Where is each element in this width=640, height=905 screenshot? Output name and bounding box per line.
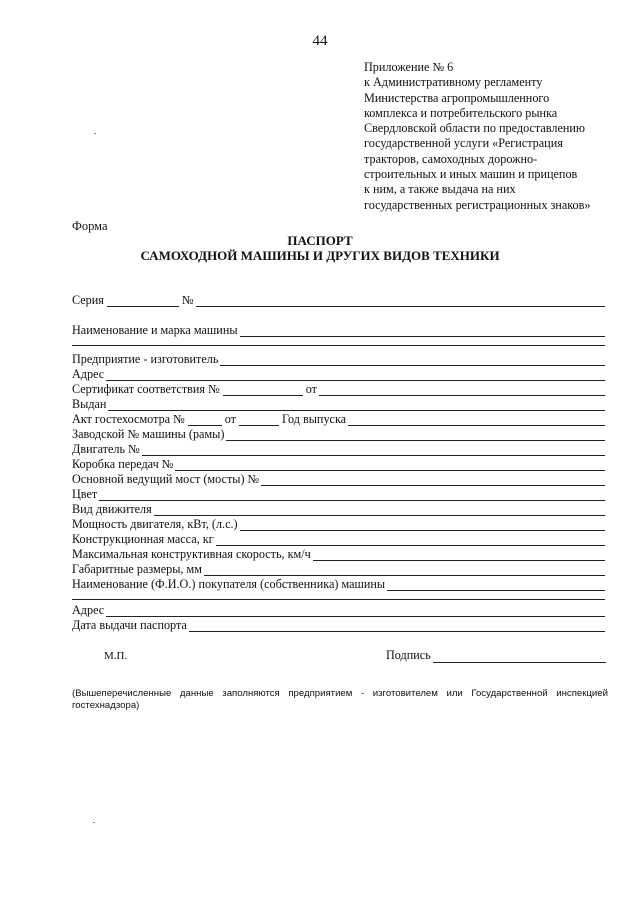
issued-label: Выдан: [72, 397, 107, 411]
address2-field[interactable]: [106, 605, 605, 617]
inspection-act-label: Акт гостехосмотра №: [72, 412, 185, 426]
inspection-act-number-field[interactable]: [188, 414, 222, 426]
issue-date-row: [72, 617, 605, 632]
year-field[interactable]: [348, 414, 605, 426]
gearbox-field[interactable]: [175, 459, 605, 471]
appendix-line: строительных и иных машин и прицепов: [364, 167, 578, 182]
name-brand-row: [72, 322, 605, 337]
series-label: Серия: [72, 293, 104, 307]
series-field[interactable]: [107, 295, 179, 307]
buyer-label: Наименование (Ф.И.О.) покупателя (собственника) машины: [72, 577, 386, 591]
appendix-line: Приложение № 6: [364, 60, 454, 74]
gearbox-row: [72, 456, 605, 471]
appendix-header: [364, 60, 626, 213]
power-label: Мощность двигателя, кВт, (л.с.): [72, 517, 238, 531]
signature-label: Подпись: [386, 648, 431, 662]
speed-field[interactable]: [313, 549, 605, 561]
name-brand-field[interactable]: [240, 325, 605, 337]
appendix-line: Министерства агропромышленного: [364, 90, 550, 105]
color-label: Цвет: [72, 487, 98, 501]
scan-speck: [93, 822, 95, 823]
speed-label: Максимальная конструктивная скорость, км/ч: [72, 547, 311, 561]
signature-row: [386, 648, 606, 663]
page-number: 44: [312, 33, 328, 49]
manufacturer-label: Предприятие - изготовитель: [72, 352, 219, 366]
appendix-line: государственной услуги «Регистрация: [364, 136, 563, 151]
address-field[interactable]: [106, 369, 605, 381]
appendix-line: Свердловской области по предоставлению: [364, 121, 586, 136]
manufacturer-field[interactable]: [220, 354, 605, 366]
mover-label: Вид движителя: [72, 502, 152, 516]
issued-field[interactable]: [108, 399, 605, 411]
scan-speck: [94, 133, 96, 134]
address-label: Адрес: [72, 367, 105, 381]
name-brand-field-line2[interactable]: [72, 345, 605, 346]
address2-row: [72, 602, 605, 617]
address2-label: Адрес: [72, 603, 105, 617]
buyer-row: [72, 576, 605, 591]
year-label: Год выпуска: [282, 412, 347, 426]
mover-row: [72, 501, 605, 516]
dimensions-field[interactable]: [204, 564, 605, 576]
stamp-placeholder: М.П.: [104, 650, 128, 662]
factory-number-row: [72, 426, 605, 441]
speed-row: [72, 546, 605, 561]
mass-label: Конструкционная масса, кг: [72, 532, 214, 546]
power-field[interactable]: [240, 519, 605, 531]
address-row: [72, 366, 605, 381]
mover-field[interactable]: [154, 504, 605, 516]
issue-date-label: Дата выдачи паспорта: [72, 618, 187, 632]
manufacturer-row: [72, 351, 605, 366]
axle-field[interactable]: [261, 474, 605, 486]
inspection-act-date-field[interactable]: [239, 414, 279, 426]
appendix-line: тракторов, самоходных дорожно-: [364, 151, 538, 166]
appendix-line: комплекса и потребительского рынка: [364, 105, 558, 120]
inspection-act-from-label: от: [224, 412, 237, 426]
issued-row: [72, 396, 605, 411]
certificate-number-field[interactable]: [223, 384, 303, 396]
engine-label: Двигатель №: [72, 442, 140, 456]
factory-number-field[interactable]: [226, 429, 605, 441]
appendix-line: к Административному регламенту: [364, 75, 543, 90]
dimensions-row: [72, 561, 605, 576]
certificate-row: [72, 381, 605, 396]
power-row: [72, 516, 605, 531]
buyer-field-line2[interactable]: [72, 599, 605, 600]
color-row: [72, 486, 605, 501]
axle-row: [72, 471, 605, 486]
document-title: ПАСПОРТ: [287, 233, 353, 248]
certificate-label: Сертификат соответствия №: [72, 382, 220, 396]
inspection-act-row: [72, 411, 605, 426]
gearbox-label: Коробка передач №: [72, 457, 174, 471]
certificate-date-field[interactable]: [319, 384, 605, 396]
document-subtitle: САМОХОДНОЙ МАШИНЫ И ДРУГИХ ВИДОВ ТЕХНИКИ: [140, 248, 500, 263]
signature-field[interactable]: [433, 651, 606, 663]
mass-field[interactable]: [216, 534, 605, 546]
buyer-field[interactable]: [387, 579, 605, 591]
certificate-from-label: от: [305, 382, 317, 396]
number-label: №: [181, 293, 194, 307]
number-field[interactable]: [196, 295, 605, 307]
footnote: (Вышеперечисленные данные заполняются предприятием - изготовителем или Государственной инспекцией гостехнадзора): [72, 688, 608, 711]
form-label: Форма: [72, 219, 108, 233]
engine-row: [72, 441, 605, 456]
engine-field[interactable]: [142, 444, 605, 456]
mass-row: [72, 531, 605, 546]
factory-number-label: Заводской № машины (рамы): [72, 427, 225, 441]
series-row: [72, 292, 605, 307]
name-brand-label: Наименование и марка машины: [72, 323, 238, 337]
issue-date-field[interactable]: [189, 620, 605, 632]
color-field[interactable]: [99, 489, 605, 501]
dimensions-label: Габаритные размеры, мм: [72, 562, 202, 576]
appendix-line: к ним, а также выдача на них: [364, 182, 516, 197]
appendix-line: государственных регистрационных знаков»: [364, 197, 591, 212]
axle-label: Основной ведущий мост (мосты) №: [72, 472, 260, 486]
